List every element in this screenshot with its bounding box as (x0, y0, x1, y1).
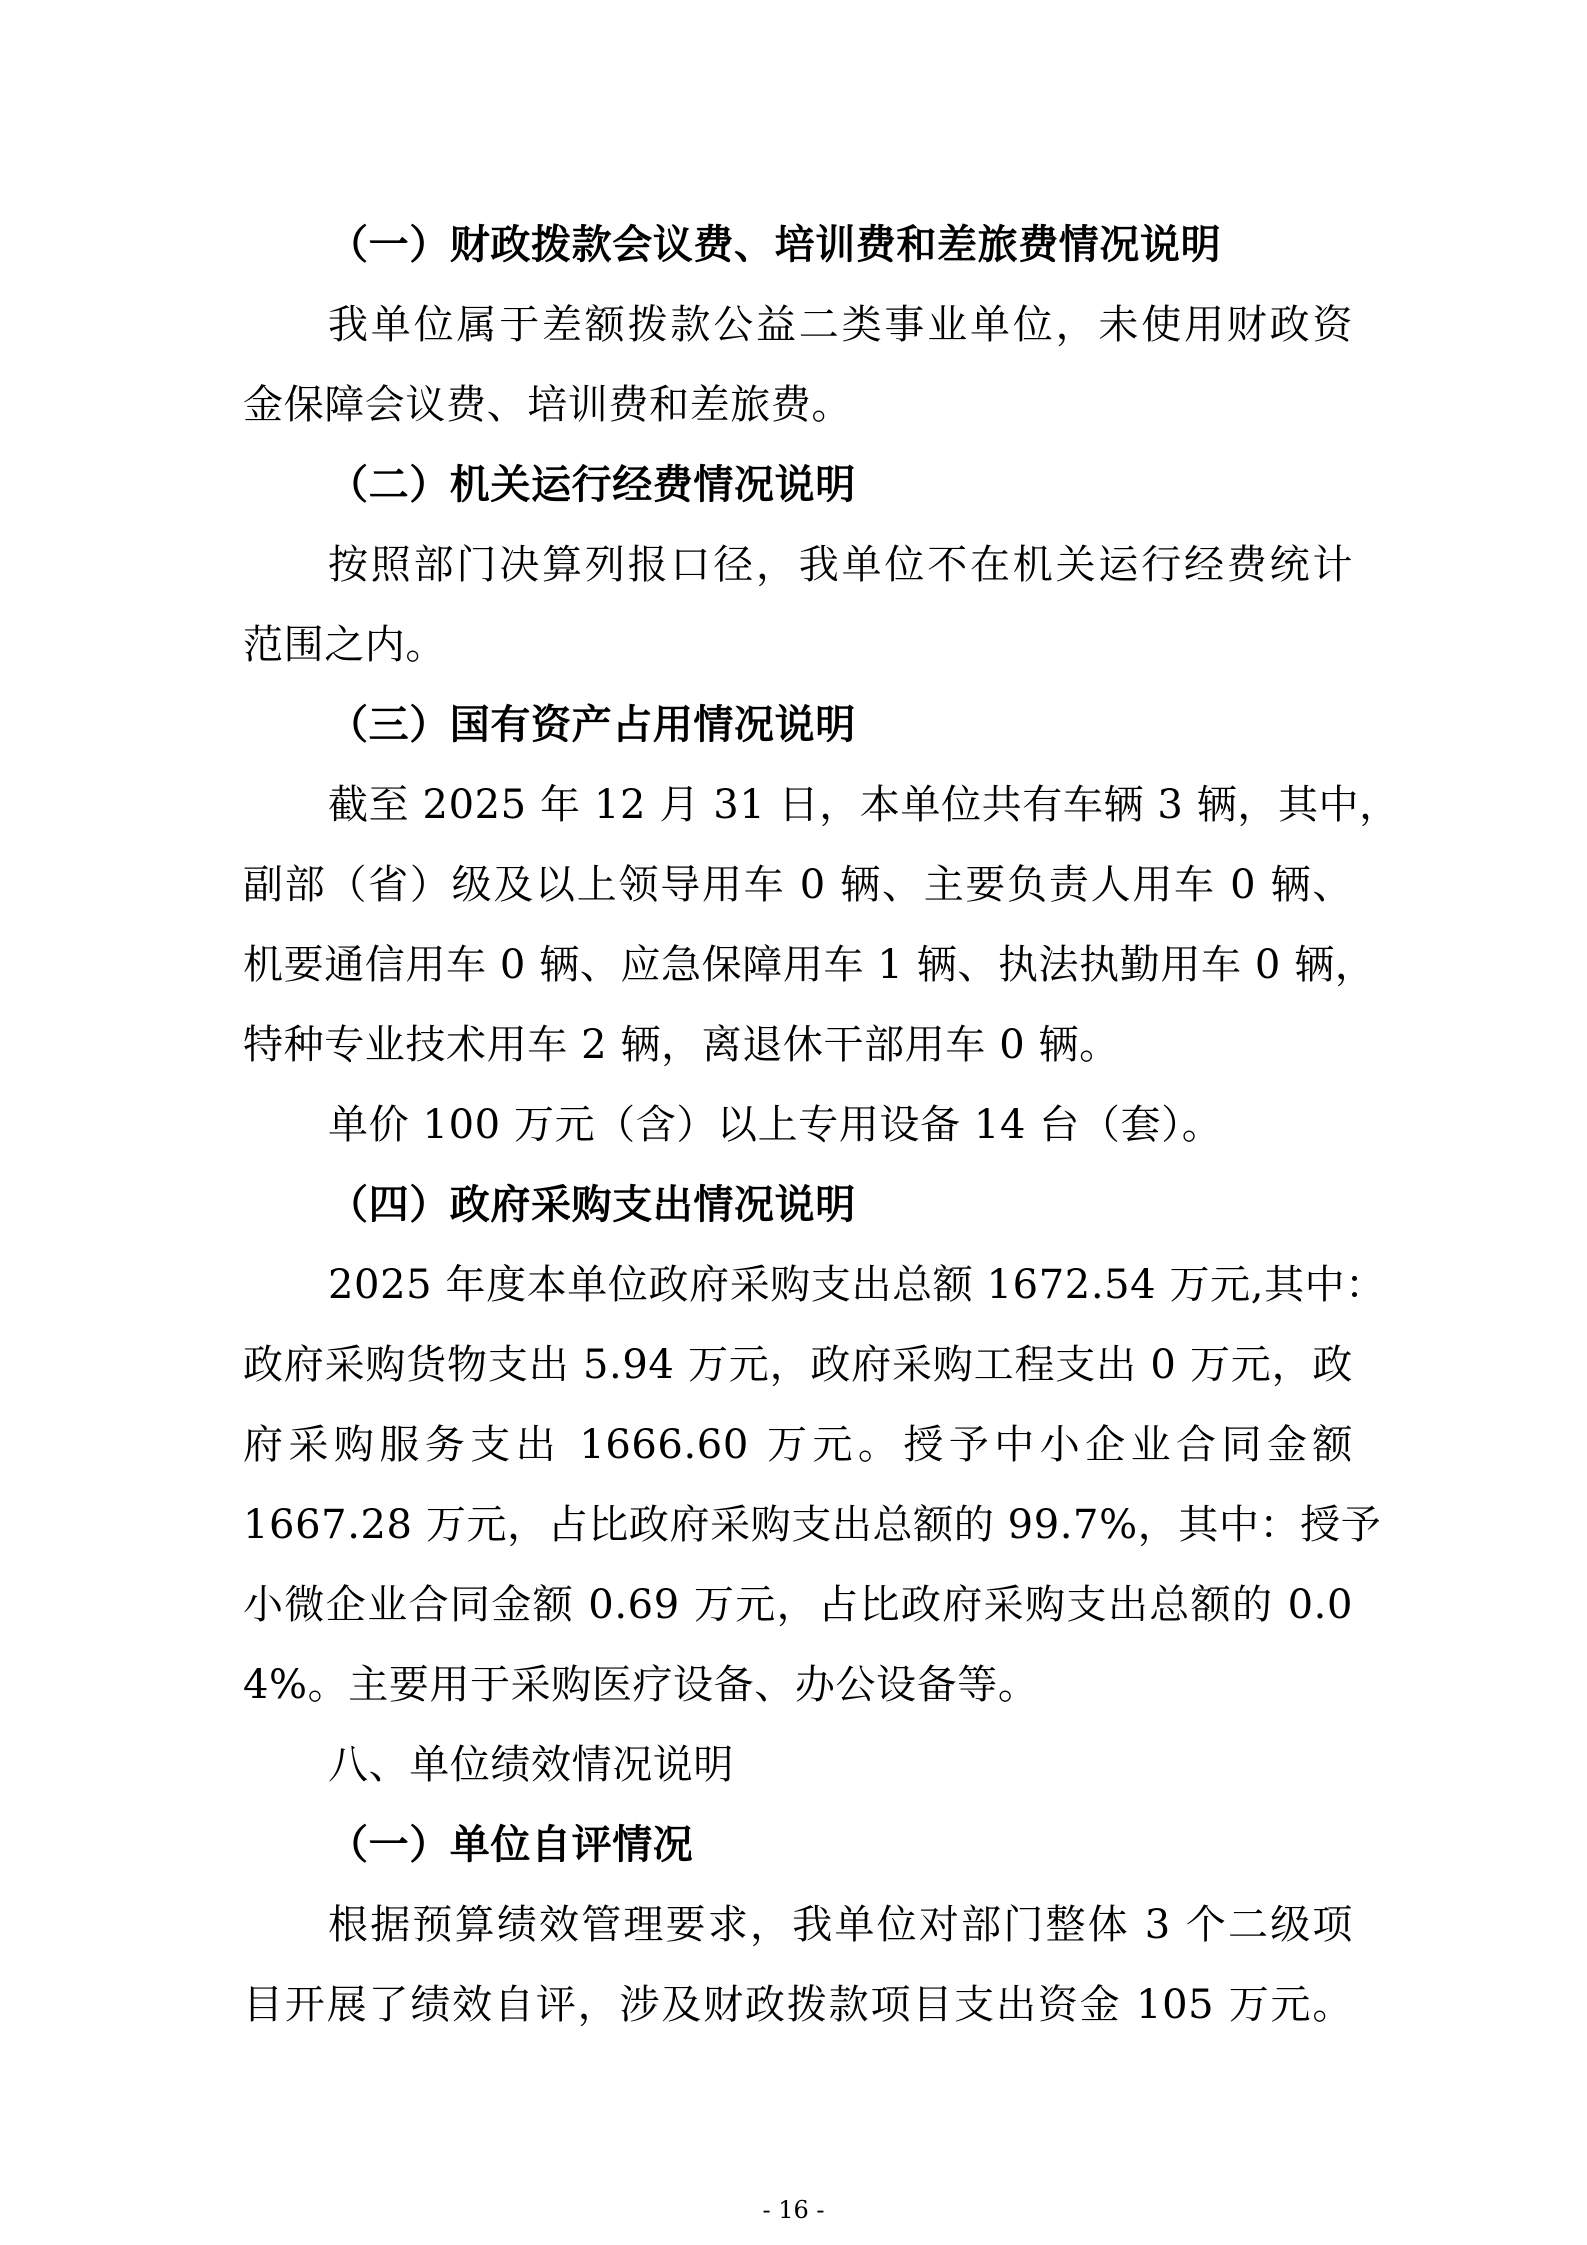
paragraph-line: 机要通信用车 0 辆、应急保障用车 1 辆、执法执勤用车 0 辆， (243, 942, 1376, 988)
paragraph-line: 特种专业技术用车 2 辆，离退休干部用车 0 辆。 (243, 1022, 1120, 1068)
section-heading: （二）机关运行经费情况说明 (328, 461, 856, 508)
paragraph-line: 小微企业合同金额 0.69 万元，占比政府采购支出总额的 0.0 (243, 1582, 1353, 1628)
paragraph-line: 金保障会议费、培训费和差旅费。 (243, 382, 852, 428)
section-heading: （一）财政拨款会议费、培训费和差旅费情况说明 (328, 221, 1222, 268)
document-body (243, 205, 1400, 2045)
section-heading: （四）政府采购支出情况说明 (328, 1181, 856, 1228)
paragraph-line: 按照部门决算列报口径，我单位不在机关运行经费统计 (328, 542, 1353, 588)
paragraph-line: 政府采购货物支出 5.94 万元，政府采购工程支出 0 万元，政 (243, 1342, 1353, 1388)
section-heading: （一）单位自评情况 (328, 1821, 694, 1868)
paragraph-line: 1667.28 万元，占比政府采购支出总额的 99.7%，其中：授予 (243, 1502, 1382, 1548)
paragraph-line: 4%。主要用于采购医疗设备、办公设备等。 (243, 1662, 1039, 1708)
paragraph-line: 范围之内。 (243, 622, 446, 668)
paragraph-line: 目开展了绩效自评，涉及财政拨款项目支出资金 105 万元。 (243, 1982, 1353, 2028)
chapter-heading: 八、单位绩效情况说明 (328, 1742, 734, 1788)
paragraph-line: 我单位属于差额拨款公益二类事业单位，未使用财政资 (328, 302, 1353, 348)
paragraph-line: 副部（省）级及以上领导用车 0 辆、主要负责人用车 0 辆、 (243, 862, 1353, 908)
paragraph-line: 根据预算绩效管理要求，我单位对部门整体 3 个二级项 (328, 1902, 1353, 1948)
page-number: - 16 - (762, 2196, 825, 2224)
paragraph-line: 2025 年度本单位政府采购支出总额 1672.54 万元,其中： (328, 1262, 1386, 1308)
paragraph-line: 截至 2025 年 12 月 31 日，本单位共有车辆 3 辆，其中， (328, 782, 1400, 828)
paragraph-line: 府采购服务支出 1666.60 万元。授予中小企业合同金额 (243, 1422, 1353, 1468)
section-heading: （三）国有资产占用情况说明 (328, 701, 856, 748)
paragraph-line: 单价 100 万元（含）以上专用设备 14 台（套）。 (328, 1102, 1223, 1148)
